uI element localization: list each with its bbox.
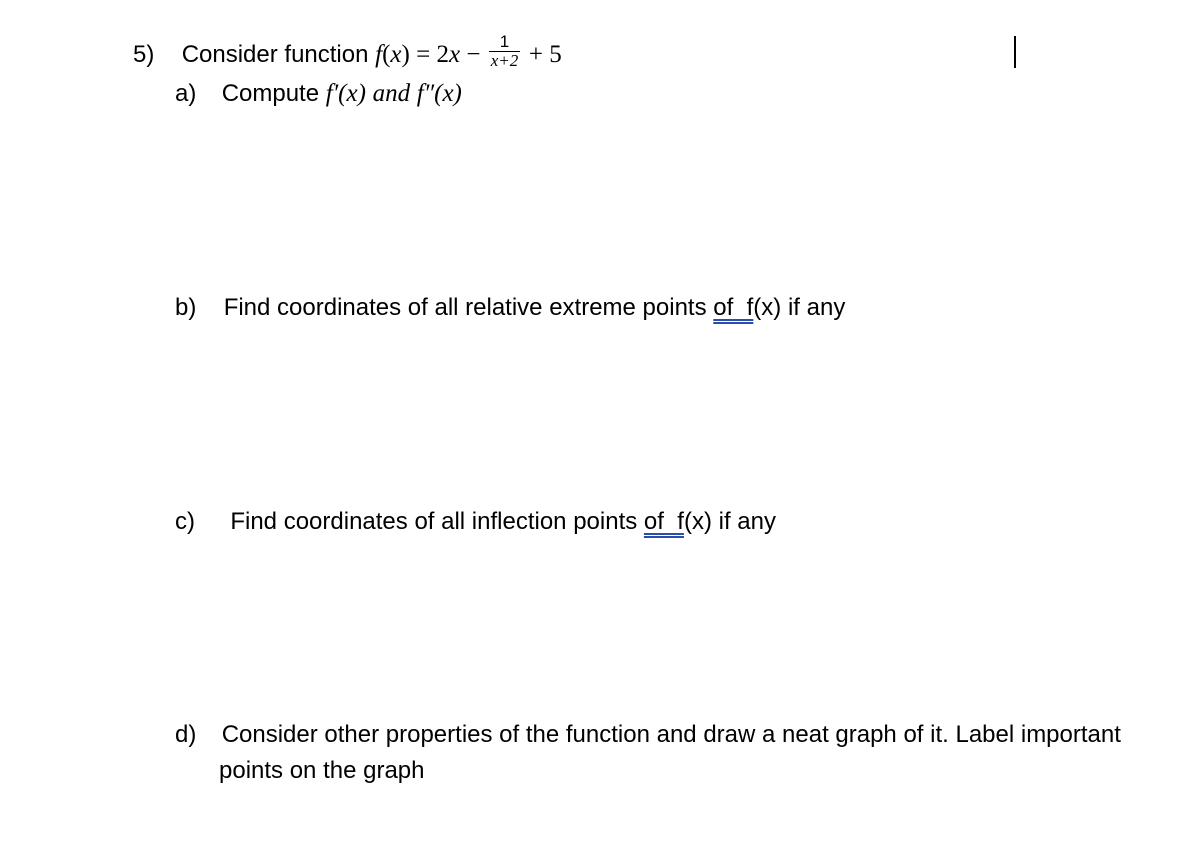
part-a-text: Compute	[221, 80, 320, 107]
variable-x: x	[448, 40, 461, 68]
part-b-label: b)	[175, 294, 197, 321]
part-d-text-line-2: points on the graph	[219, 757, 425, 784]
part-a-label: a)	[175, 80, 197, 107]
and-word: and	[372, 80, 411, 107]
part-b-text: Find coordinates of all relative extreme points	[223, 294, 707, 321]
part-d-line-2	[219, 757, 425, 785]
coefficient: 2	[436, 40, 449, 68]
part-b-line	[175, 294, 845, 322]
part-c-text: Find coordinates of all inflection points	[230, 508, 638, 535]
fraction	[489, 33, 521, 70]
first-derivative: f′(x)	[325, 80, 366, 107]
part-b-text-end: (x) if any	[753, 294, 846, 321]
function-name: f	[375, 40, 383, 68]
part-b-underlined-text: of f	[713, 294, 754, 321]
part-c-label: c)	[175, 508, 195, 535]
text-cursor	[1014, 36, 1016, 68]
part-d-text-line-1: Consider other properties of the function and draw a neat graph of it. Label important	[221, 721, 1121, 748]
part-d-label: d)	[175, 721, 197, 748]
part-a-line	[175, 80, 462, 108]
question-number: 5)	[133, 40, 155, 68]
plus-constant: + 5	[528, 40, 562, 68]
equals-sign: =	[416, 40, 431, 68]
part-c-underlined-text: of f	[643, 508, 684, 535]
part-c-line	[175, 508, 776, 536]
part-c-text-end: (x) if any	[683, 508, 776, 535]
question-5-line	[133, 32, 562, 74]
fraction-numerator: 1	[489, 33, 521, 52]
second-derivative: f″(x)	[416, 80, 462, 107]
function-arg: (x)	[382, 40, 410, 68]
function-definition	[375, 41, 487, 68]
question-intro: Consider function	[181, 40, 369, 68]
fraction-denominator: x+2	[490, 51, 519, 70]
part-d-line-1	[175, 721, 1121, 749]
minus-sign: −	[466, 40, 481, 68]
